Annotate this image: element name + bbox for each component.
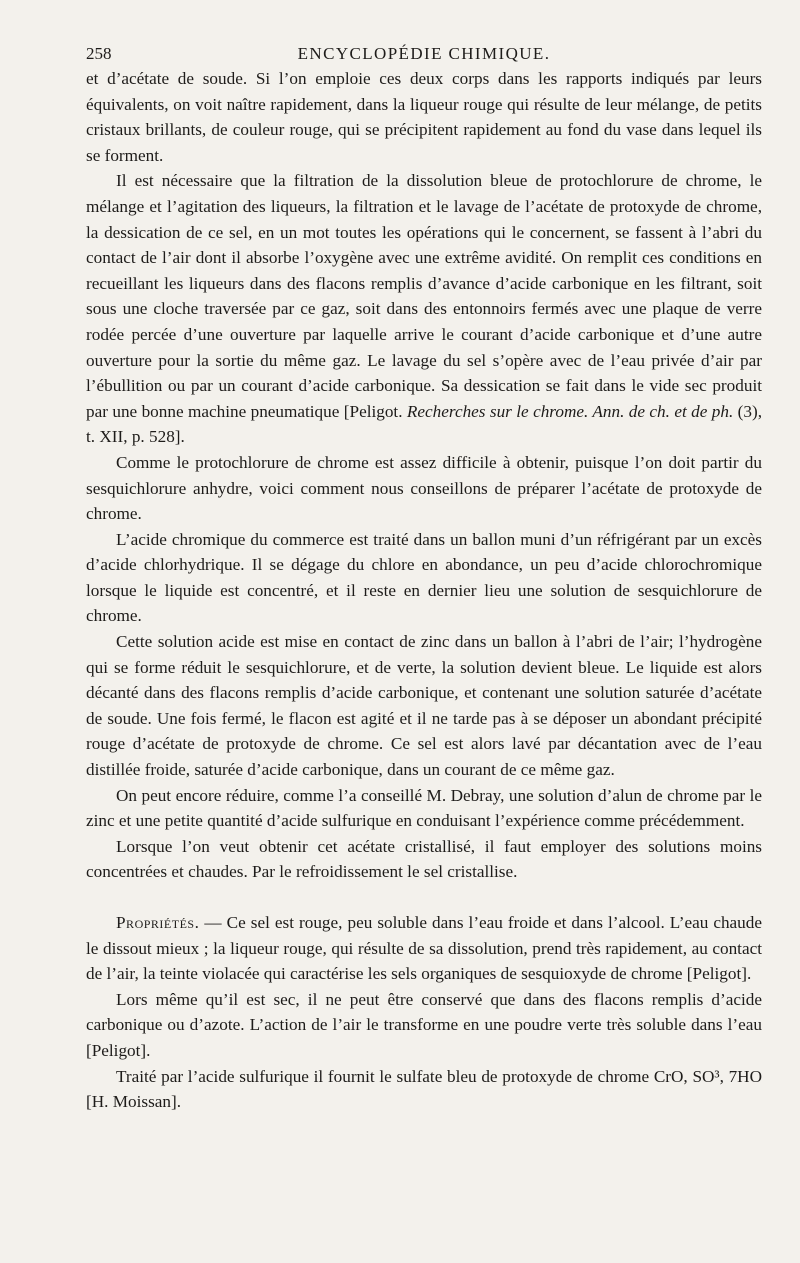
paragraph-proprietes: [86, 910, 762, 987]
paragraph-1: et d’acétate de soude. Si l’on emploie ces deux corps dans les rapports indiqués par leurs équivalents, on voit naître rapidement, dans la liqueur rouge qui résulte de leur mélange, de petits cristaux brillants, de couleur rouge, qui se précipitent rapidement au fond du vase dans lequel ils se forment.: [86, 69, 762, 165]
running-title: ENCYCLOPÉDIE CHIMIQUE.: [297, 44, 551, 63]
paragraph-7: Lorsque l’on veut obtenir cet acétate cristallisé, il faut employer des solutions moins concentrées et chaudes. Par le refroidissement le sel cristallise.: [86, 836, 762, 882]
paragraph-5: Cette solution acide est mise en contact de zinc dans un ballon à l’abri de l’air; l’hydrogène qui se forme réduit le sesquichlorure, et de verte, la solution devient bleue. Le liquide est alors décanté dans des flacons remplis d’acide carbonique, et contenant une solution saturée d’acétate de soude. Une fois fermé, le flacon est agité et il ne tarde pas à se déposer un abondant précipité rouge d’acétate de protoxyde de chrome. Ce sel est alors lavé par décantation avec de l’eau distillée froide, saturée d’acide carbonique, dans un courant de ce même gaz.: [86, 632, 762, 780]
section-heading-proprietes: Propriétés.: [116, 913, 200, 932]
page-header: [86, 44, 762, 68]
paragraph-4: L’acide chromique du commerce est traité dans un ballon muni d’un réfrigérant par un excès d’acide chlorhydrique. Il se dégage du chlore en abondance, un peu d’acide chlorochromique lorsque le liquide est concentré, et il reste en dernier lieu une solution de sesquichlorure de chrome.: [86, 529, 762, 626]
page-body: [86, 66, 762, 1115]
page-number: 258: [86, 44, 112, 63]
paragraph-9: Lors même qu’il est sec, il ne peut être conservé que dans des flacons remplis d’acide carbonique ou d’azote. L’action de l’air le transforme en une poudre verte très soluble dans l’eau [Peligot].: [86, 989, 762, 1060]
paragraph-2-text: Il est nécessaire que la filtration de la dissolution bleue de protochlorure de chrome, le mélange et l’agitation des liqueurs, la filtration et le lavage de l’acétate de protoxyde de chrome, la dessication de ce sel, en un mot toutes les opérations qui le concernent, se fassent à l’abri du contact de l’air dont il absorbe l’oxygène avec une extrême avidité. On remplit ces conditions en recueillant les liqueurs dans des flacons remplis d’avance d’acide carbonique en les filtrant, soit sous une cloche traversée par ce gaz, soit dans des entonnoirs fermés avec une plaque de verre rodée percée d’une ouverture par laquelle arrive le courant d’acide carbonique et d’une autre ouverture pour la sortie du même gaz. Le lavage du sel s’opère avec de l’eau privée d’air par l’ébullition ou par un courant d’acide carbonique. Sa dessication se fait dans le vide sec produit par une bonne machine pneumatique [Peligot.: [86, 171, 762, 421]
paragraph-10: Traité par l’acide sulfurique il fournit le sulfate bleu de protoxyde de chrome CrO, SO³, 7HO [H. Moissan].: [86, 1066, 762, 1112]
citation-reference: (3), t. XII, p. 528].: [86, 401, 762, 447]
citation-title: Recherches sur le chrome. Ann. de ch. et de ph.: [406, 401, 734, 421]
proprietes-text: — Ce sel est rouge, peu soluble dans l’eau froide et dans l’alcool. L’eau chaude le dissout mieux ; la liqueur rouge, qui résulte de sa dissolution, prend très rapidement, au contact de l’air, la teinte violacée qui caractérise les sels organiques de sesquioxyde de chrome [Peligot].: [86, 913, 762, 984]
paragraph-3: Comme le protochlorure de chrome est assez difficile à obtenir, puisque l’on doit partir du sesquichlorure anhydre, voici comment nous conseillons de préparer l’acétate de protoxyde de chrome.: [86, 452, 762, 524]
paragraph-2: [86, 168, 762, 450]
paragraph-6: On peut encore réduire, comme l’a conseillé M. Debray, une solution d’alun de chrome par le zinc et une petite quantité d’acide sulfurique en conduisant l’expérience comme précédemment.: [86, 785, 762, 831]
